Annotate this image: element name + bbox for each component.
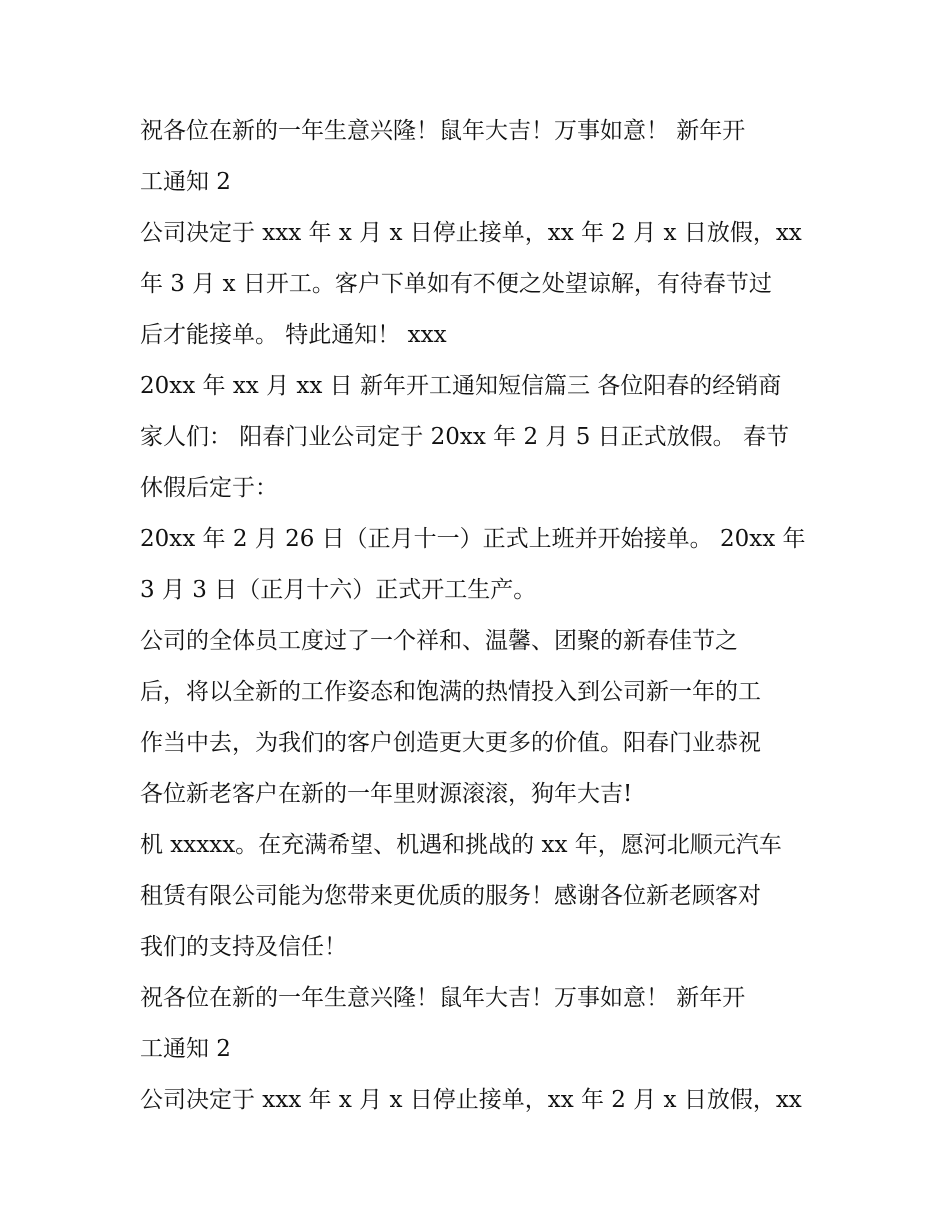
text-line: 祝各位在新的一年生意兴隆！鼠年大吉！万事如意！ 新年开: [140, 118, 746, 144]
text-line: 工通知 2: [140, 1036, 231, 1062]
text-line: 家人们： 阳春门业公司定于 20xx 年 2 月 5 日正式放假。 春节: [140, 424, 789, 450]
text-line: 年 3 月 x 日开工。客户下单如有不便之处望谅解，有待春节过: [140, 271, 772, 297]
text-line: 工通知 2: [140, 169, 231, 195]
text-line: 后，将以全新的工作姿态和饱满的热情投入到公司新一年的工: [140, 679, 761, 705]
text-line: 休假后定于：: [140, 475, 278, 501]
text-line: 租赁有限公司能为您带来更优质的服务！感谢各位新老顾客对: [140, 883, 761, 909]
text-line: 3 月 3 日（正月十六）正式开工生产。: [140, 577, 537, 603]
text-line: 祝各位在新的一年生意兴隆！鼠年大吉！万事如意！ 新年开: [140, 985, 746, 1011]
text-line: 公司的全体员工度过了一个祥和、温馨、团聚的新春佳节之: [140, 628, 738, 654]
text-line: 后才能接单。 特此通知！ xxx: [140, 322, 447, 348]
text-line: 我们的支持及信任！: [140, 934, 347, 960]
text-line: 各位新老客户在新的一年里财源滚滚，狗年大吉!: [140, 781, 633, 807]
text-line: 公司决定于 xxx 年 x 月 x 日停止接单，xx 年 2 月 x 日放假，xx: [140, 220, 802, 246]
text-line: 机 xxxxx。在充满希望、机遇和挑战的 xx 年，愿河北顺元汽车: [140, 832, 782, 858]
text-line: 作当中去，为我们的客户创造更大更多的价值。阳春门业恭祝: [140, 730, 761, 756]
text-line: 20xx 年 2 月 26 日（正月十一）正式上班并开始接单。 20xx 年: [140, 526, 806, 552]
text-line: 20xx 年 xx 月 xx 日 新年开工通知短信篇三 各位阳春的经销商: [140, 373, 782, 399]
text-line: 公司决定于 xxx 年 x 月 x 日停止接单，xx 年 2 月 x 日放假，xx: [140, 1087, 802, 1113]
document-body: [140, 106, 820, 1126]
